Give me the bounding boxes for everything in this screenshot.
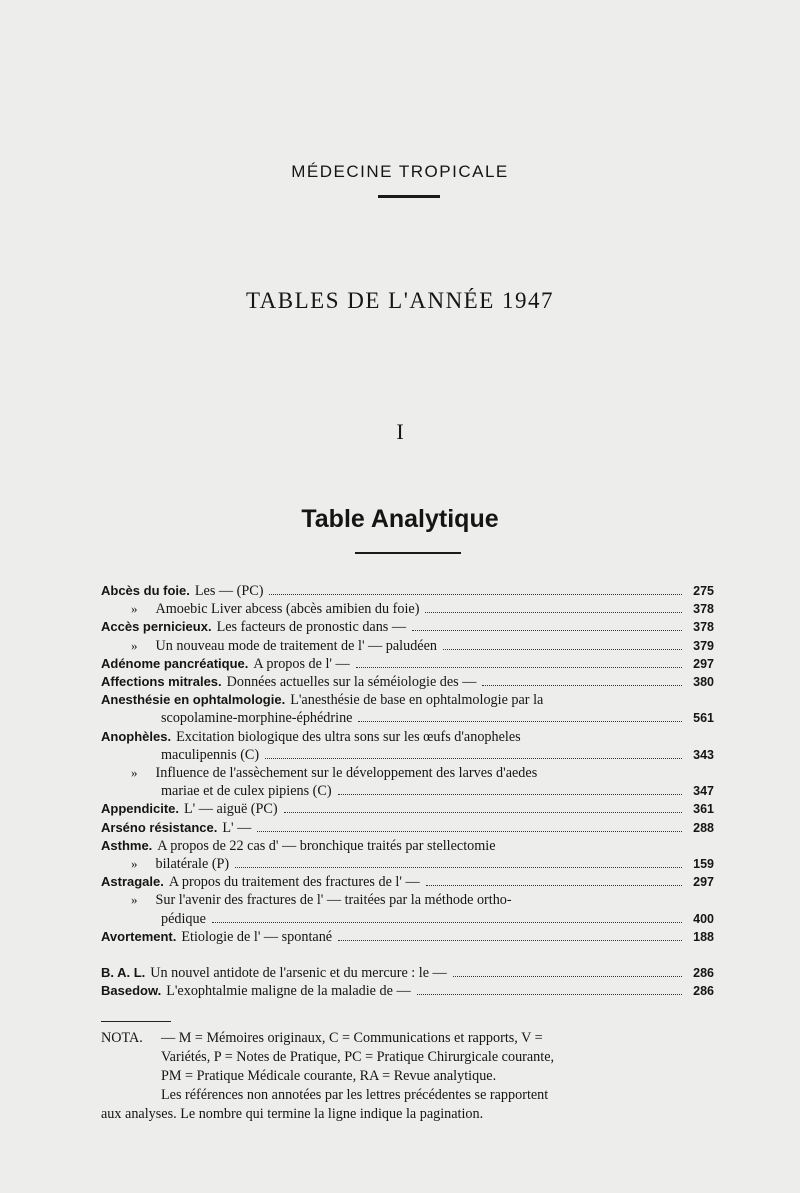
entry-keyword: Abcès du foie. — [101, 583, 190, 598]
footnote-line-2: Variétés, P = Notes de Pratique, PC = Pratique Chirurgicale courante, — [161, 1049, 555, 1065]
entry-page-number: 297 — [693, 875, 714, 890]
entry-keyword: Affections mitrales. — [101, 674, 222, 690]
dot-leader — [338, 794, 682, 795]
entry-page-number: 288 — [693, 820, 714, 835]
entry-page-number: 286 — [693, 984, 714, 999]
entry-page-number: 361 — [693, 802, 714, 817]
dot-leader — [265, 758, 682, 759]
index-entry-row — [101, 837, 714, 855]
entry-text: scopolamine-morphine-éphédrine — [161, 710, 353, 727]
entry-keyword: Astragale. — [101, 874, 164, 890]
dot-leader — [235, 867, 682, 868]
index-entry-row — [101, 728, 714, 746]
index-entry-row — [101, 982, 714, 1000]
entry-keyword: Asthme. — [101, 837, 153, 853]
index-entry-row — [101, 855, 714, 873]
dot-leader — [426, 885, 682, 886]
index-entry-row — [101, 618, 714, 636]
entry-text: Données actuelles sur la séméiologie des — — [226, 674, 477, 691]
entry-text: L' — — [222, 819, 252, 836]
entry-bullet: » — [131, 601, 138, 617]
index-entry-row — [101, 637, 714, 655]
dot-leader — [453, 976, 682, 977]
entry-page-number: 275 — [693, 584, 714, 598]
index-entry-row — [101, 800, 714, 818]
dot-leader — [338, 940, 682, 941]
entry-keyword: Appendicite. — [101, 801, 180, 817]
dot-leader — [358, 721, 682, 722]
entry-text: pédique — [161, 910, 206, 927]
entry-text: Excitation biologique des ultra sons sur les œufs d'anopheles — [176, 728, 521, 745]
entry-keyword: Adénome pancréatique. — [101, 655, 249, 671]
dot-leader — [284, 812, 682, 813]
index-entry-row — [101, 891, 714, 909]
index-entry-row — [101, 691, 714, 709]
footnote-line-1: — M = Mémoires originaux, C = Communications et rapports, V = — [161, 1030, 543, 1046]
entry-text: Etiologie de l' — spontané — [181, 928, 333, 945]
entry-text: bilatérale (P) — [155, 856, 230, 873]
entry-page-number: 378 — [693, 620, 714, 635]
dot-leader — [356, 667, 682, 668]
entry-bullet: » — [131, 892, 138, 908]
dot-leader — [269, 594, 682, 595]
footnote — [101, 1029, 714, 1124]
index-entry-row — [101, 746, 714, 764]
footnote-line-5: aux analyses. Le nombre qui termine la ligne indique la pagination. — [101, 1106, 484, 1122]
dot-leader — [482, 685, 682, 686]
index-entry-row — [101, 673, 714, 691]
index-entry-row — [101, 873, 714, 891]
entry-text: Les facteurs de pronostic dans — — [216, 619, 407, 636]
footnote-divider — [101, 1021, 171, 1022]
section-title: Table Analytique — [301, 505, 499, 533]
entry-text: A propos de l' — — [253, 655, 350, 672]
journal-title: MÉDECINE TROPICALE — [291, 162, 509, 181]
entry-page-number: 347 — [693, 784, 714, 799]
entry-keyword: Anophèles. — [101, 728, 172, 744]
dot-leader — [417, 994, 682, 995]
entry-page-number: 379 — [693, 638, 714, 653]
entry-keyword: Avortement. — [101, 928, 177, 944]
dot-leader — [257, 831, 682, 832]
index-entry-row — [101, 582, 714, 600]
entry-text: A propos du traitement des fractures de l' — — [168, 874, 420, 891]
index-entries — [101, 582, 714, 1000]
footnote-line-3: PM = Pratique Médicale courante, RA = Revue analytique. — [161, 1068, 497, 1084]
entry-keyword: Basedow. — [101, 983, 162, 999]
entry-page-number: 378 — [693, 602, 714, 617]
entry-page-number: 343 — [693, 747, 714, 762]
dot-leader — [443, 649, 682, 650]
entry-page-number: 286 — [693, 966, 714, 981]
entry-text: Un nouveau mode de traitement de l' — paludéen — [155, 637, 437, 654]
index-entry-row — [101, 819, 714, 837]
index-entry-row — [101, 782, 714, 800]
index-entry-row — [101, 764, 714, 782]
entry-keyword: Arséno résistance. — [101, 819, 218, 835]
title-divider — [378, 195, 440, 198]
entry-page-number: 400 — [693, 911, 714, 926]
entry-keyword: Accès pernicieux. — [101, 619, 212, 635]
index-entry-row — [101, 709, 714, 727]
entry-text: A propos de 22 cas d' — bronchique traités par stellectomie — [157, 837, 496, 854]
entry-text: Sur l'avenir des fractures de l' — traitées par la méthode ortho- — [155, 892, 512, 909]
entry-text: Influence de l'assèchement sur le développement des larves d'aedes — [155, 765, 538, 782]
index-entry-row — [101, 964, 714, 982]
footnote-line-4: Les références non annotées par les lettres précédentes se rapportent — [161, 1087, 549, 1103]
entry-text: Les — (PC) — [194, 583, 264, 599]
dot-leader — [212, 922, 682, 923]
entry-text: L'anesthésie de base en ophtalmologie par la — [290, 692, 544, 709]
entry-bullet: » — [131, 765, 138, 781]
entry-text: Amoebic Liver abcess (abcès amibien du foie) — [155, 601, 420, 618]
footnote-label: NOTA. — [101, 1030, 143, 1046]
entry-keyword: Anesthésie en ophtalmologie. — [101, 692, 286, 708]
entry-page-number: 561 — [693, 711, 714, 726]
entry-bullet: » — [131, 637, 138, 653]
section-number: I — [396, 419, 404, 444]
index-entry-row — [101, 910, 714, 928]
entry-page-number: 380 — [693, 675, 714, 690]
entry-text: L'exophtalmie maligne de la maladie de — — [166, 983, 411, 1000]
index-entry-row — [101, 655, 714, 673]
tables-title: TABLES DE L'ANNÉE 1947 — [245, 288, 555, 313]
index-entry-row — [101, 600, 714, 618]
entry-page-number: 159 — [693, 857, 714, 872]
entry-text: mariae et de culex pipiens (C) — [161, 783, 332, 800]
dot-leader — [425, 612, 682, 613]
section-divider — [355, 552, 461, 554]
entry-page-number: 297 — [693, 656, 714, 671]
entry-page-number: 188 — [693, 929, 714, 944]
entry-text: maculipennis (C) — [161, 746, 260, 763]
entry-text: L' — aiguë (PC) — [184, 801, 278, 818]
dot-leader — [412, 630, 682, 631]
entry-keyword: B. A. L. — [101, 965, 146, 981]
entry-text: Un nouvel antidote de l'arsenic et du mercure : le — — [150, 965, 447, 982]
index-entry-row — [101, 928, 714, 946]
entry-bullet: » — [131, 856, 138, 872]
